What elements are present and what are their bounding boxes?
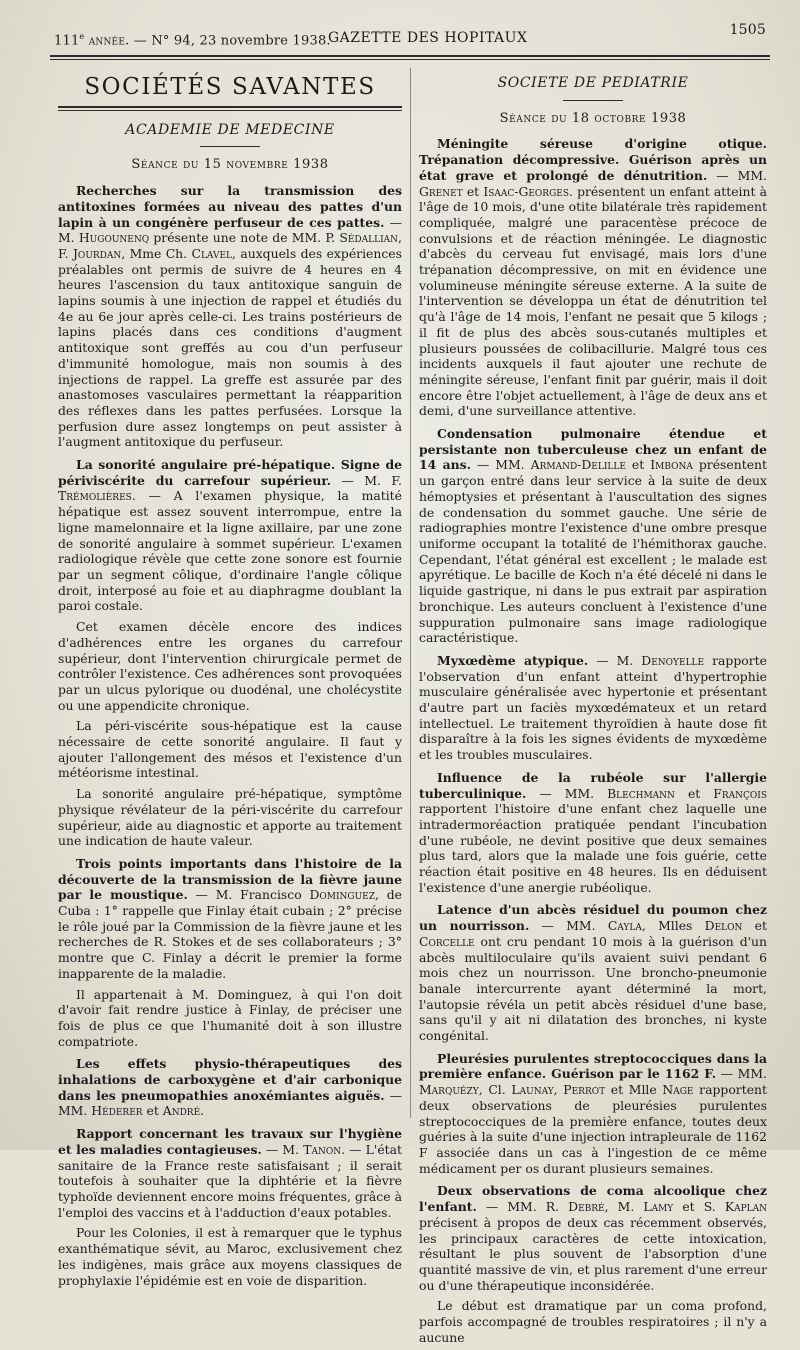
text: — M. F. [331,472,402,488]
section-rule [58,106,402,111]
text: , Mlles [641,918,705,934]
text: , [553,1082,564,1098]
seance-date: Séance du 15 novembre 1938 [131,157,329,173]
text: — MM. [470,457,531,473]
text: , de Cuba : 1° rappelle que Finlay était cubain ; 2° précise le rôle joué par la Commission de la fièvre jaune et les recherches de R. Stokes et de ses collaborateurs ; 3° montre que C. Finlay a décrit le premier la forme inapparente de la maladie. [58,887,402,981]
text: précisent à propos de deux cas récemment observés, les principaux caractères de cette intoxication, résultant le plus souvent de l'absorption d'une quantité massive de vin, et plus rarement d'une erreur ou d'une thérapeutique inconsidérée. [419,1214,767,1293]
paragraph: Le début est dramatique par un coma profond, parfois accompagné de troubles respiratoires ; il n'y a aucune [419,1298,767,1345]
author: Corcelle [419,933,475,949]
text: . [200,1103,205,1119]
text: — M. [261,1141,304,1157]
article-title: Influence de la rubéole sur l'allergie tuberculinique. [419,769,767,801]
author: Launay [511,1082,554,1098]
author: Marquézy [419,1082,479,1098]
author: Blechmann [607,785,675,801]
article-title: Latence d'un abcès résiduel du poumon chez un nourrisson. [419,902,767,934]
article-sonorite [58,457,402,614]
issue-info [54,32,331,48]
text: , F. [58,230,402,261]
article-antitoxines [58,183,402,450]
right-column [419,70,767,1350]
article-title: Recherches sur la transmission des antitoxines formées au niveau des pattes d'un lapin à un congénère perfuseur de ces pattes. [58,183,402,230]
author: Delon [704,918,743,934]
page-header [48,22,780,52]
text: et Mlle [605,1082,663,1098]
author: Nage [662,1082,694,1098]
text: et [742,918,767,934]
paragraph: Cet examen décèle encore des indices d'adhérences entre les organes du carrefour supérieur, dont l'intervention chirurgicale permet de contrôler l'existence. Ces adhérences sont provoquées par un ulcus pylorique ou duodénal, une cholécystite ou une appendicite chronique. [58,619,402,713]
article-title: Méningite séreuse d'origine otique. Trépanation décompressive. Guérison après un état grave et prolongé de dénutrition. [419,136,767,183]
text: . présentent un enfant atteint à l'âge de 10 mois, d'une otite bilatérale très rapidement compliquée, malgré une paracentèse précoce de convulsions et de réaction méningée. Le diagnostic d'abcès du cerveau fut envisagé, mais lors d'une trépanation décompressive, on mit en évidence une volumineuse méningite séreuse externe. A la suite de l'intervention se développa un état de dénutrition tel qu'à l'âge de 14 mois, l'enfant ne pesait que 5 kilogs ; il fit de plus des abcès sous-cutanés multiples et plusieurs poussées de colibacillurie. Malgré tous ces incidents auxquels il faut ajouter une rechute de méningite séreuse, l'enfant finit par guérir, mais il doit encore être l'objet actuellement, à l'âge de deux ans et demi, d'une surveillance attentive. [419,183,767,419]
text: et [625,457,651,473]
text: . — L'état sanitaire de la France reste satisfaisant ; il serait toutefois à souhaiter que la diphtérie et la fièvre typhoïde deviennent encore moins fréquentes, grâce à l'emploi des vaccins et à l'adduction d'eaux potables. [58,1141,402,1220]
seance-date: Séance du 18 octobre 1938 [499,110,687,126]
author: Clavel [191,245,233,261]
text: et [674,785,714,801]
text: , M. [604,1199,644,1215]
text: — MM. [707,167,767,183]
author: André [162,1103,201,1119]
author: Jourdan [72,245,122,261]
article-title: Trois points importants dans l'histoire de la découverte de la transmission de la fièvre jaune par le moustique. [58,855,402,903]
text: , Mme Ch. [121,245,192,261]
article-title: La sonorité angulaire pré-hépatique. Signe de périviscérite du carrefour supérieur. [58,457,402,488]
paragraph: La sonorité angulaire pré-hépatique, symptôme physique révélateur de la péri-viscérite du carrefour supérieur, aide au diagnostic et apporte au traitement une indication de haute valeur. [58,786,402,849]
paragraph: La péri-viscérite sous-hépatique est la cause nécessaire de cette sonorité angulaire. Il faut y ajouter l'allongement des mésos et l'existence d'un météorisme intestinal. [58,718,402,781]
article-title: Deux observations de coma alcoolique chez l'enfant. [419,1183,767,1215]
article-myxoedeme [419,653,767,763]
text: . — A l'examen physique, la matité hépatique est assez souvent interrompue, entre la ligne mamelonnaire et la ligne axillaire, par une zone de sonorité angulaire à sommet supérieur. L'examen radiologique révèle que cette zone sonore est fournie par un segment côlique, d'ordinaire l'angle côlique droit, interposé au foie et au diaphragme doublant la paroi costale. [58,488,402,614]
header-rule [50,55,770,57]
text: et S. [673,1199,725,1215]
paragraph: Il appartenait à M. Dominguez, à qui l'on doit d'avoir fait rendre justice à Finlay, de préciser une fois de plus ce que l'humanité doit à son illustre compatriote. [58,986,402,1049]
journal-title: GAZETTE DES HOPITAUX [328,30,528,46]
article-meningite [419,136,767,419]
author: Sédallian [339,230,399,246]
text: , Cl. [478,1082,512,1098]
author: Denoyelle [641,652,705,668]
author: Imbona [650,457,693,473]
page-number: 1505 [729,22,766,38]
year-sup: e [79,32,85,41]
article-title: Myxœdème atypique. [437,652,589,668]
text: rapportent l'histoire d'une enfant chez laquelle une intradermoréaction pratiquée pendant l'incubation d'une rubéole, ne devint positive que deux semaines plus tard, alors que la malade une fois guérie, cette réaction était positive en 48 heures. Ils en déduisent l'existence d'une anergie rubéolique. [419,801,767,895]
article-abces [419,902,767,1043]
author: Dominguez [309,887,376,903]
text: présentent un garçon entré dans leur service à la suite de deux hémoptysies et présentant à l'auscultation des signes de condensation du sommet gauche. Une série de radiographies montre l'existence d'une ombre presque uniforme occupant la totalité de l'hémithorax gauche. Cependant, l'état général est excellent ; le malade est apyrétique. Le bacille de Koch n'a été décelé ni dans le liquide gastrique, ni dans le pus extrait par aspiration bronchique. Les auteurs concluent à l'existence d'une suppuration pulmonaire sans image radiologique caractéristique. [419,457,767,646]
left-column [58,70,402,1293]
author: Perrot [563,1082,606,1098]
article-title: Pleurésies purulentes streptococciques dans la première enfance. Guérison par le 1162 F. [419,1050,767,1082]
paragraph: Pour les Colonies, il est à remarquer que le typhus exanthématique sévit, au Maroc, exclusivement chez les indigènes, mais grâce aux moyens classiques de prophylaxie l'épidémie est en voie de disparition. [58,1225,402,1288]
article-carboxygene [58,1056,402,1119]
text: — M. [588,652,642,668]
column-divider [410,68,411,1118]
text: rapportent deux observations de pleurésies purulentes streptococciques de la première enfance, toutes deux guéries à la suite d'une injection intrapleurale de 1162 F associée dans un cas à l'ingestion de ce même médicament per os durant plusieurs semaines. [419,1082,767,1176]
text: , auxquels des expériences préalables ont permis de suivre de 4 heures en 4 heures l'ascension du taux antitoxique sanguin de lapins soumis à une injection de rappel et étudiés du 4e au 6e jour après celle-ci. Les trains postérieurs de lapins placés dans ces conditions d'augment antitoxique sont greffés au cou d'un perfuseur d'immunité homologue, mais non soumis à des injections de rappel. La greffe est assurée par des anastomoses vasculaires permettant la réapparition des réflexes dans les pattes perfusées. Lorsque la perfusion dure assez longtemps on peut assister à l'augment antitoxique du perfuseur. [58,245,402,450]
author: Isaac-Georges [483,183,569,199]
section-title: SOCIÉTÉS SAVANTES [84,74,376,100]
article-title: Les effets physio-thérapeutiques des inhalations de carboxygène et d'air carbonique dans les pneumopathies anoxémiantes aiguës. [58,1056,402,1103]
article-title: Condensation pulmonaire étendue et persistante non tuberculeuse chez un enfant de 14 ans. [419,426,767,473]
short-rule [200,146,260,147]
author: Armand-Delille [530,457,626,473]
text: ont cru pendant 10 mois à la guérison d'un abcès multiloculaire qu'ils avaient suivi pendant 6 mois chez un nourrisson. Une broncho-pneumonie banale intercurrente ayant déterminé la mort, l'autopsie révéla un petit abcès résiduel d'une base, sans qu'il y ait ni dilatation des bronches, ni kyste congénital. [419,933,767,1044]
society-heading: SOCIETE DE PEDIATRIE [497,75,689,91]
year-word: année. [88,33,130,49]
text: et [462,183,484,199]
text: — MM. [529,918,608,934]
author: Héderer [91,1103,143,1119]
author: Trémolières [58,488,132,504]
article-condensation [419,426,767,646]
article-rubeole [419,770,767,896]
text: et [142,1103,163,1119]
text: — MM. [526,785,608,801]
article-pleuresies [419,1051,767,1177]
author: Kaplan [724,1199,767,1215]
year-number: 111 [54,33,80,49]
author: Grenet [419,183,463,199]
article-fievre-jaune [58,856,402,982]
author: Lamy [643,1199,674,1215]
text: — M. [58,214,402,246]
article-coma [419,1183,767,1293]
text: — M. Francisco [187,887,310,903]
article-hygiene [58,1126,402,1220]
text: — MM. [716,1066,767,1082]
header-rule-thin [50,59,770,60]
author: François [713,785,767,801]
text: — MM. R. [476,1199,569,1215]
short-rule [563,100,623,101]
issue-number: — N° 94, 23 novembre 1938. [133,33,331,49]
author: Tanon [303,1141,342,1157]
text: rapporte l'observation d'un enfant atteint d'hypertrophie musculaire généralisée avec hypertonie et présentant d'autre part un faciès myxœdémateux et un retard intellectuel. Le traitement thyroïdien à haute dose fit disparaître à la fois les signes évidents de myxœdème et les troubles musculaires. [419,652,767,763]
author: Hugounenq [78,230,150,246]
author: Cayla [607,918,642,934]
text: présente une note de MM. P. [149,230,340,246]
academy-heading: ACADEMIE DE MEDECINE [125,121,335,138]
article-title: Rapport concernant les travaux sur l'hygiène et les maladies contagieuses. [58,1126,402,1157]
text: — MM. [58,1087,402,1119]
author: Debré [568,1199,605,1215]
